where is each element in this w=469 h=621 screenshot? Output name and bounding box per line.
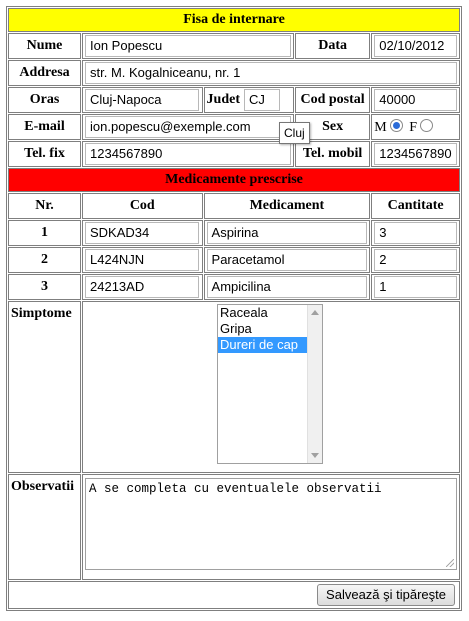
save-and-print-button[interactable]: Salvează şi tipăreşte xyxy=(317,584,455,606)
simptome-option-dureri-de-cap[interactable]: Dureri de cap xyxy=(218,337,308,353)
label-tel-mobil: Tel. mobil xyxy=(295,141,370,167)
cell-med-cod xyxy=(82,247,203,273)
med-cod-input[interactable]: 24213AD xyxy=(85,276,199,298)
meds-header-medicament: Medicament xyxy=(204,193,371,219)
cell-med-name xyxy=(204,274,371,300)
cell-addresa xyxy=(82,60,460,86)
med-qty-input[interactable]: 3 xyxy=(374,222,457,244)
cell-judet xyxy=(204,87,294,113)
cell-med-name xyxy=(204,247,371,273)
cell-med-cod xyxy=(82,220,203,246)
med-name-input[interactable]: Ampicilina xyxy=(207,276,367,298)
cell-data xyxy=(371,33,460,59)
cell-med-qty xyxy=(371,247,460,273)
table-row xyxy=(8,220,460,246)
label-observatii: Observatii xyxy=(8,474,81,580)
label-sex-m: M xyxy=(374,119,387,135)
tel-mobil-input[interactable]: 1234567890 xyxy=(374,143,457,165)
label-tel-fix: Tel. fix xyxy=(8,141,81,167)
listbox-scrollbar[interactable] xyxy=(307,305,322,463)
cell-tel-fix xyxy=(82,141,294,167)
med-nr: 2 xyxy=(8,247,81,273)
judet-input[interactable]: CJ xyxy=(244,89,280,111)
form-title: Fisa de internare xyxy=(8,8,460,32)
table-row xyxy=(8,247,460,273)
meds-header-nr: Nr. xyxy=(8,193,81,219)
meds-header-cod: Cod xyxy=(82,193,203,219)
med-name-input[interactable]: Aspirina xyxy=(207,222,367,244)
table-row xyxy=(8,274,460,300)
cell-tel-mobil xyxy=(371,141,460,167)
scroll-up-arrow-icon[interactable] xyxy=(311,310,319,315)
cell-med-cod xyxy=(82,274,203,300)
oras-input[interactable]: Cluj-Napoca xyxy=(85,89,199,111)
cell-nume xyxy=(82,33,294,59)
label-data: Data xyxy=(295,33,370,59)
autocomplete-tooltip: Cluj xyxy=(279,122,310,144)
observatii-text: A se completa cu eventualele observatii xyxy=(89,482,382,496)
label-sex: Sex xyxy=(295,114,370,140)
cell-oras xyxy=(82,87,203,113)
label-simptome: Simptome xyxy=(8,301,81,473)
resize-grip-icon[interactable] xyxy=(446,559,454,567)
med-cod-input[interactable]: L424NJN xyxy=(85,249,199,271)
sex-radio-group xyxy=(371,114,460,140)
label-nume: Nume xyxy=(8,33,81,59)
cell-med-name xyxy=(204,220,371,246)
label-addresa: Addresa xyxy=(8,60,81,86)
med-qty-input[interactable]: 1 xyxy=(374,276,457,298)
addresa-input[interactable]: str. M. Kogalniceanu, nr. 1 xyxy=(85,62,457,84)
med-nr: 1 xyxy=(8,220,81,246)
med-name-input[interactable]: Paracetamol xyxy=(207,249,367,271)
scroll-down-arrow-icon[interactable] xyxy=(311,453,319,458)
cell-submit xyxy=(8,581,460,609)
med-cod-input[interactable]: SDKAD34 xyxy=(85,222,199,244)
sex-m-radio[interactable] xyxy=(390,119,403,132)
label-oras: Oras xyxy=(8,87,81,113)
simptome-option-raceala[interactable]: Raceala xyxy=(220,305,268,320)
cell-med-qty xyxy=(371,220,460,246)
data-input[interactable]: 02/10/2012 xyxy=(374,35,457,57)
cod-postal-input[interactable]: 40000 xyxy=(374,89,457,111)
email-input[interactable]: ion.popescu@exemple.com xyxy=(85,116,291,138)
med-qty-input[interactable]: 2 xyxy=(374,249,457,271)
simptome-listbox[interactable] xyxy=(217,304,323,464)
cell-email xyxy=(82,114,294,140)
sex-f-radio[interactable] xyxy=(420,119,433,132)
nume-input[interactable]: Ion Popescu xyxy=(85,35,291,57)
observatii-textarea[interactable] xyxy=(85,478,457,570)
tel-fix-input[interactable]: 1234567890 xyxy=(85,143,291,165)
label-cod-postal: Cod postal xyxy=(295,87,370,113)
meds-header-cantitate: Cantitate xyxy=(371,193,460,219)
cell-med-qty xyxy=(371,274,460,300)
simptome-option-gripa[interactable]: Gripa xyxy=(220,321,252,336)
med-nr: 3 xyxy=(8,274,81,300)
cell-simptome xyxy=(82,301,460,473)
cell-observatii xyxy=(82,474,460,580)
admission-form xyxy=(6,6,462,611)
label-sex-f: F xyxy=(409,119,418,135)
cell-cod-postal xyxy=(371,87,460,113)
label-judet: Judet xyxy=(206,92,240,108)
label-email: E-mail xyxy=(8,114,81,140)
meds-title: Medicamente prescrise xyxy=(8,168,460,192)
